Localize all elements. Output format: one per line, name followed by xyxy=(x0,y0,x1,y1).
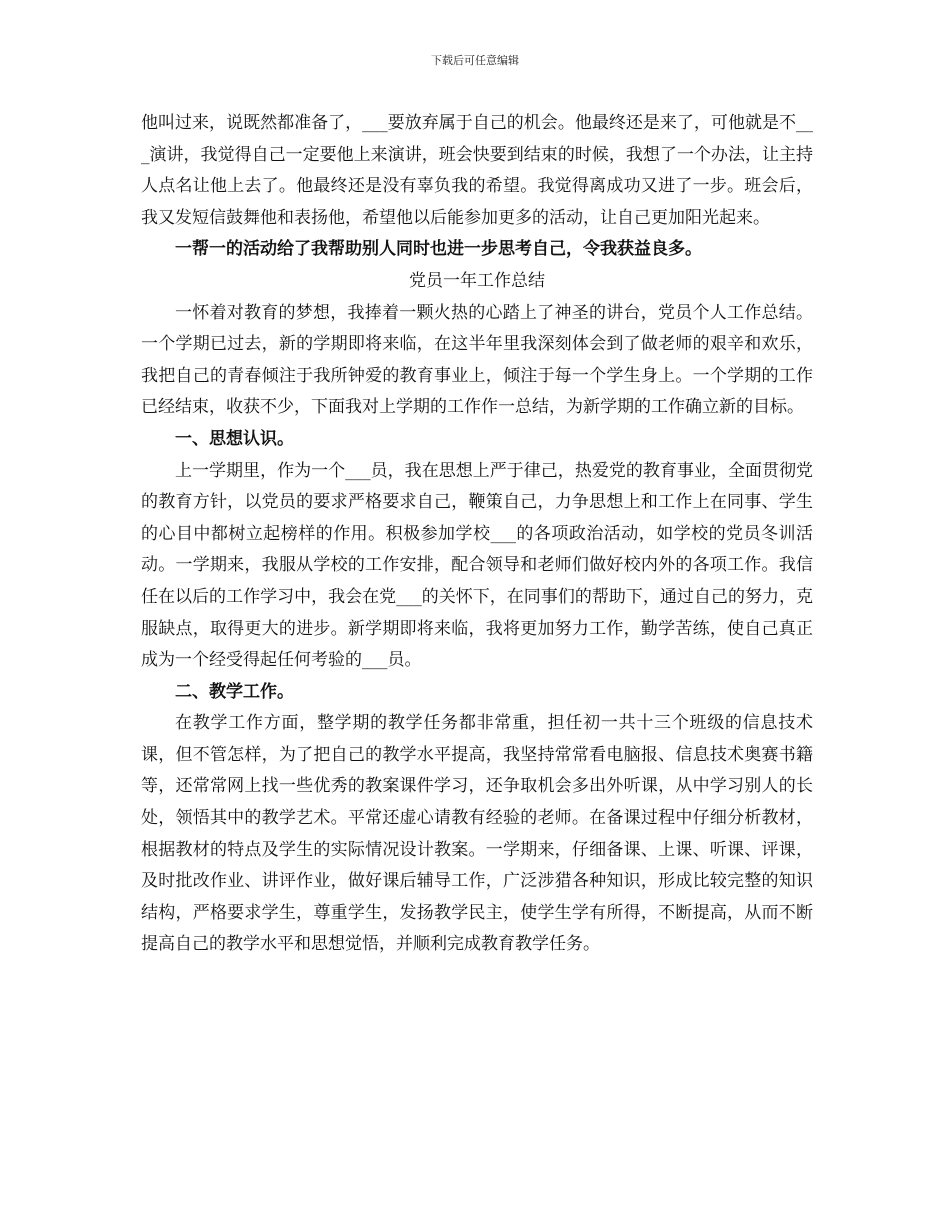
paragraph-continuation: 他叫过来，说既然都准备了，___要放弃属于自己的机会。他最终还是来了，可他就是不___演讲，我觉得自己一定要他上来演讲，班会快要到结束的时候，我想了一个办法，让主持人点名让他上去了。他最终还是没有辜负我的希望。我觉得离成功又进了一步。班会后，我又发短信鼓舞他和表扬他，希望他以后能参加更多的活动，让自己更加阳光起来。 xyxy=(141,113,813,228)
paragraph-teaching: 在教学工作方面，整学期的教学任务都非常重，担任初一共十三个班级的信息技术课，但不管怎样，为了把自己的教学水平提高，我坚持常常看电脑报、信息技术奥赛书籍等，还常常网上找一些优秀的教案课件学习，还争取机会多出外听课，从中学习别人的长处，领悟其中的教学艺术。平常还虚心请教有经验的老师。在备课过程中仔细分析教材，根据教材的特点及学生的实际情况设计教案。一学期来，仔细备课、上课、听课、评课，及时批改作业、讲评作业，做好课后辅导工作，广泛涉猎各种知识，形成比较完整的知识结构，严格要求学生，尊重学生，发扬教学民主，使学生学有所得，不断提高，从而不断提高自己的教学水平和思想觉悟，并顺利完成教育教学任务。 xyxy=(141,713,813,955)
paragraph-bold-conclusion: 一帮一的活动给了我帮助别人同时也进一步思考自己，令我获益良多。 xyxy=(175,239,702,260)
document-body xyxy=(141,108,813,961)
paragraph-intro: 一怀着对教育的梦想，我捧着一颗火热的心踏上了神圣的讲台，党员个人工作总结。一个学期已过去，新的学期即将来临，在这半年里我深刻体会到了做老师的艰辛和欢乐，我把自己的青春倾注于我所钟爱的教育事业上，倾注于每一个学生身上。一个学期的工作已经结束，收获不少，下面我对上学期的工作作一总结，为新学期的工作确立新的目标。 xyxy=(141,302,813,418)
page-header: 下载后可任意编辑 xyxy=(431,54,519,67)
paragraph-ideology: 上一学期里，作为一个___员，我在思想上严于律己，热爱党的教育事业，全面贯彻党的教育方针，以党员的要求严格要求自己，鞭策自己，力争思想上和工作上在同事、学生的心目中都树立起榜样的作用。积极参加学校___的各项政治活动，如学校的党员冬训活动。一学期来，我服从学校的工作安排，配合领导和老师们做好校内外的各项工作。我信任在以后的工作学习中，我会在党___的关怀下，在同事们的帮助下，通过自己的努力，克服缺点，取得更大的进步。新学期即将来临，我将更加努力工作，勤学苦练，使自己真正成为一个经受得起任何考验的___员。 xyxy=(141,460,813,671)
heading-ideology: 一、思想认识。 xyxy=(175,428,294,449)
section-title: 党员一年工作总结 xyxy=(409,270,545,291)
heading-teaching: 二、教学工作。 xyxy=(175,681,294,702)
